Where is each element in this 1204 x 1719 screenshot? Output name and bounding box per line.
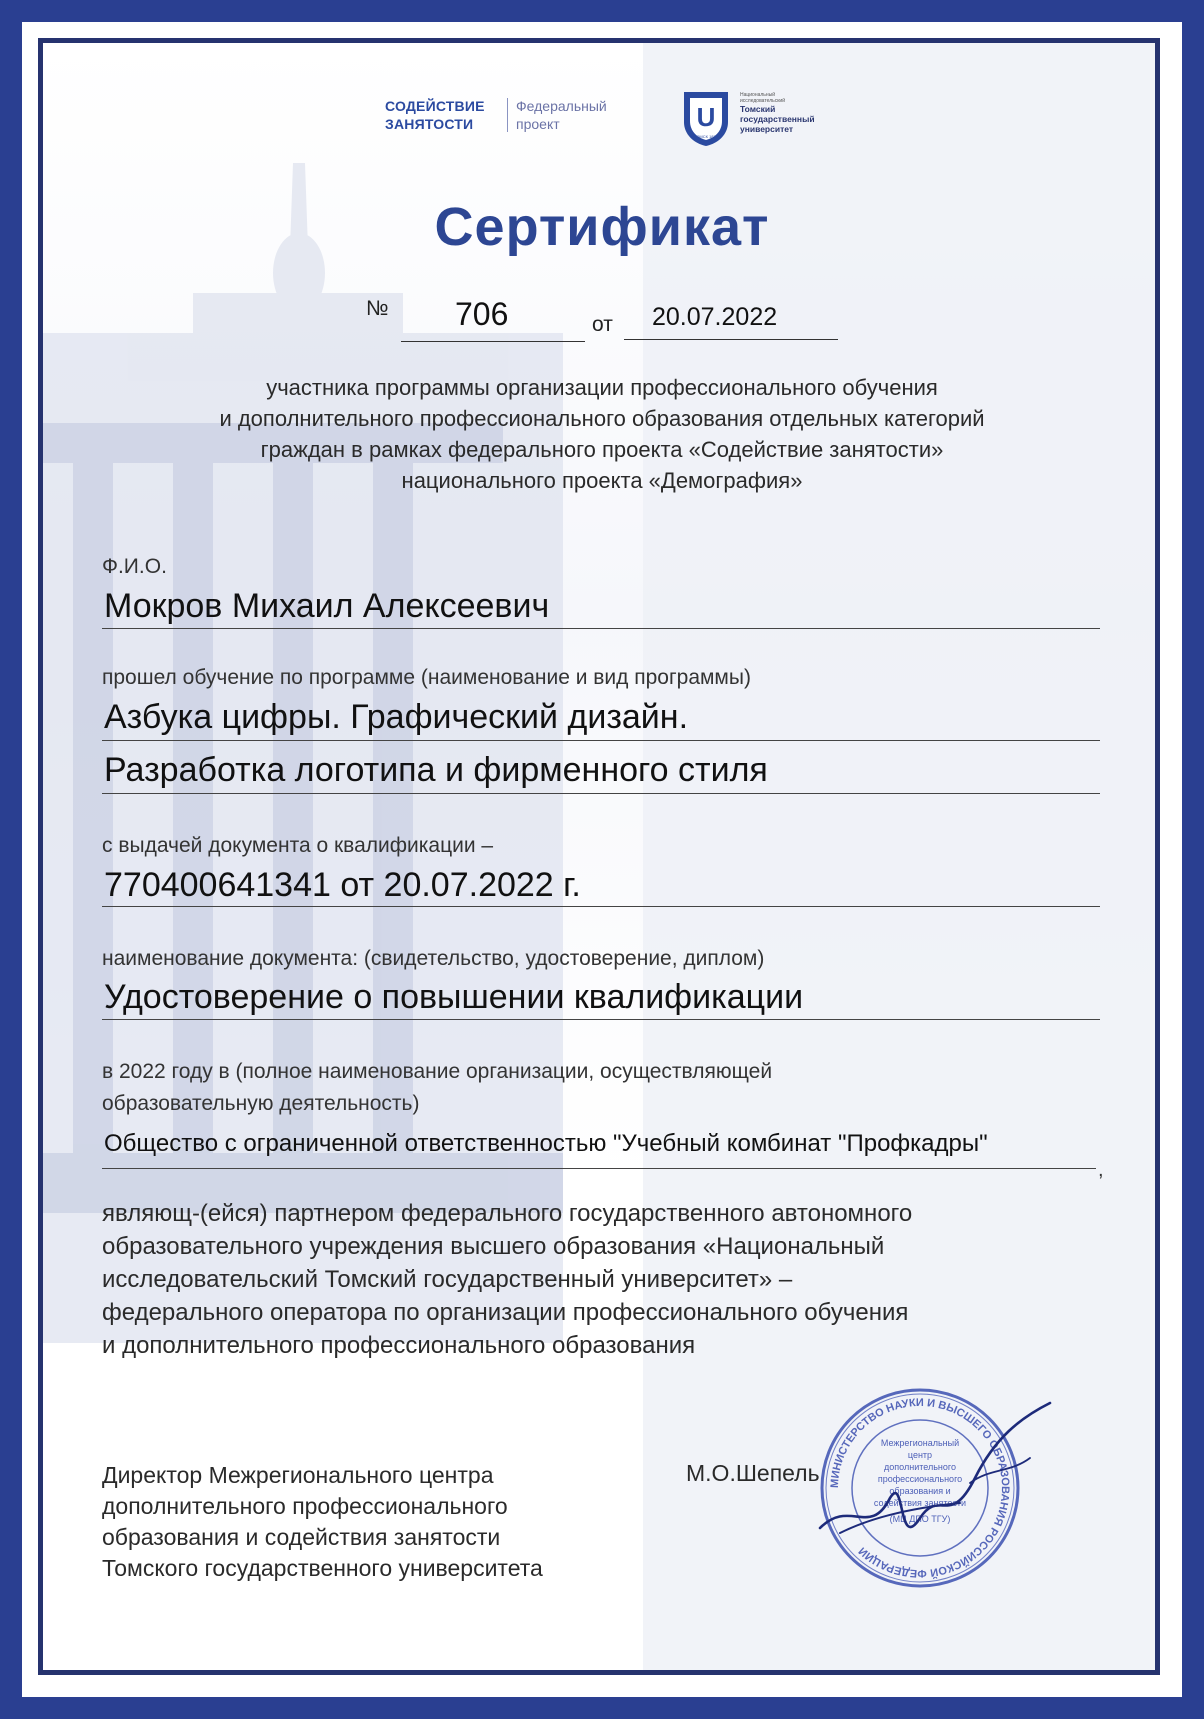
org-rule xyxy=(102,1168,1096,1169)
fio-rule xyxy=(102,628,1100,629)
tgu-line1: Томский xyxy=(740,104,776,114)
tgu-line3: университет xyxy=(740,124,794,134)
partner-line: федерального оператора по организации профессионального обучения xyxy=(102,1299,909,1326)
seal-inner-line: (МЦ ДПО ТГУ) xyxy=(889,1514,951,1524)
number-underline xyxy=(401,341,585,342)
seal-inner-line: профессионального xyxy=(877,1474,963,1484)
tgu-badge-letter: U xyxy=(696,102,716,132)
qualification-rule xyxy=(102,906,1100,907)
director-line: Директор Межрегионального центра xyxy=(102,1462,494,1488)
seal-inner-line: Межрегиональный xyxy=(880,1438,960,1448)
date-underline xyxy=(624,339,838,340)
intro-line: и дополнительного профессионального образования отдельных категорий xyxy=(219,406,985,431)
tgu-logo-text xyxy=(740,92,815,134)
signatory-name: М.О.Шепель xyxy=(686,1460,820,1486)
program-label: прошел обучение по программе (наименование и вид программы) xyxy=(102,666,751,689)
seal-outer-text: МИНИСТЕРСТВО НАУКИ И ВЫСШЕГО ОБРАЗОВАНИЯ РОССИЙСКОЙ ФЕДЕРАЦИИ xyxy=(828,1396,1012,1580)
seal-inner-line: образования и xyxy=(889,1486,951,1496)
seal-inner-line: дополнительного xyxy=(884,1462,956,1472)
logo-divider xyxy=(507,98,508,132)
program-line2: Разработка логотипа и фирменного стиля xyxy=(104,751,768,789)
partner-line: являющ-(ейся) партнером федерального государственного автономного xyxy=(102,1200,913,1227)
org-label-line2: образовательную деятельность) xyxy=(102,1092,420,1115)
intro-line: участника программы организации профессионального обучения xyxy=(266,375,938,400)
doc-name-rule xyxy=(102,1019,1100,1020)
federal-line1: Федеральный xyxy=(516,98,607,114)
tgu-badge-caption: ТОМСК 1878 xyxy=(694,134,718,139)
seal-inner-line: содействия занятости xyxy=(873,1498,967,1508)
director-title xyxy=(102,1460,543,1584)
partner-line: образовательного учреждения высшего образования «Национальный xyxy=(102,1233,885,1260)
tgu-logo-icon xyxy=(680,88,732,148)
seal-inner-line: центр xyxy=(907,1450,933,1460)
fio-value: Мокров Михаил Алексеевич xyxy=(104,587,550,625)
federal-project-label xyxy=(516,97,607,133)
sodeystvie-line2: ЗАНЯТОСТИ xyxy=(385,116,474,132)
tgu-line2: государственный xyxy=(740,114,815,124)
program-rule-1 xyxy=(102,740,1100,741)
partner-line: исследовательский Томский государственный университет» – xyxy=(102,1266,793,1293)
tgu-small-line1: Национальный xyxy=(740,92,776,98)
org-label-line1: в 2022 году в (полное наименование организации, осуществляющей xyxy=(102,1060,773,1083)
intro-line: национального проекта «Демография» xyxy=(401,468,803,493)
official-seal-stamp xyxy=(780,1378,1070,1598)
certificate-number: 706 xyxy=(455,296,509,332)
org-value: Общество с ограниченной ответственностью "Учебный комбинат "Профкадры" xyxy=(104,1130,988,1157)
intro-paragraph xyxy=(0,372,1204,496)
doc-name-label: наименование документа: (свидетельство, удостоверение, диплом) xyxy=(102,947,765,970)
certificate-date: 20.07.2022 xyxy=(652,303,778,331)
director-line: образования и содействия занятости xyxy=(102,1524,501,1550)
doc-name-value: Удостоверение о повышении квалификации xyxy=(104,978,804,1016)
program-rule-2 xyxy=(102,793,1100,794)
federal-line2: проект xyxy=(516,116,560,132)
certificate-title: Сертификат xyxy=(434,197,770,257)
director-line: дополнительного профессионального xyxy=(102,1493,508,1519)
tgu-small-line2: исследовательский xyxy=(740,98,785,104)
sodeystvie-line1: СОДЕЙСТВИЕ xyxy=(385,98,485,114)
qualification-label: с выдачей документа о квалификации – xyxy=(102,834,494,857)
partner-paragraph xyxy=(102,1197,912,1362)
director-line: Томского государственного университета xyxy=(102,1555,543,1581)
from-word: от xyxy=(592,313,613,336)
number-sign: № xyxy=(366,297,389,320)
program-line1: Азбука цифры. Графический дизайн. xyxy=(104,698,689,736)
sodeystvie-logo xyxy=(385,97,485,133)
org-comma: , xyxy=(1098,1159,1104,1181)
qualification-value: 770400641341 от 20.07.2022 г. xyxy=(104,866,581,904)
fio-label: Ф.И.О. xyxy=(102,555,167,578)
partner-line: и дополнительного профессионального образования xyxy=(102,1332,696,1359)
intro-line: граждан в рамках федерального проекта «Содействие занятости» xyxy=(260,437,944,462)
